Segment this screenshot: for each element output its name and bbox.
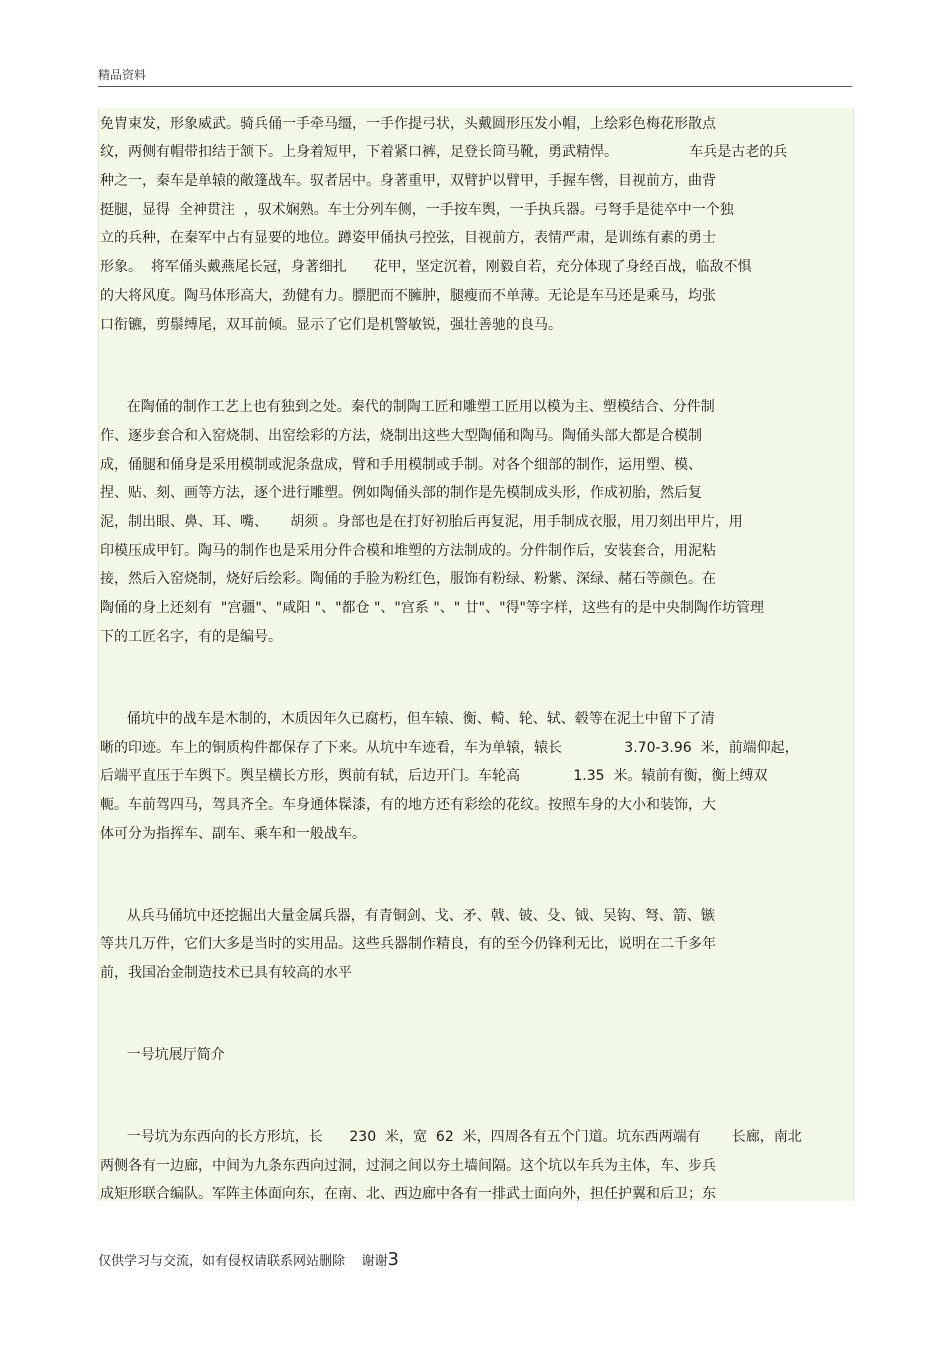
- text-line: 下的工匠名字，有的是编号。: [100, 629, 282, 645]
- text-line: 在陶俑的制作工艺上也有独到之处。秦代的制陶工匠和雕塑工匠用以模为主、塑模结合、分件制: [100, 399, 715, 415]
- text-line: 成矩形联合编队。军阵主体面向东，在南、北、西边廊中各有一排武士面向外，担任护翼和后卫；东: [100, 1186, 716, 1202]
- text-line: 的大将风度。陶马体形高大，劲健有力。膘肥而不臃肿，腿瘦而不单薄。无论是车马还是乘马，均张: [100, 288, 716, 304]
- text-line: 俑坑中的战车是木制的，木质因年久已腐朽，但车辕、衡、輢、轮、轼、毂等在泥土中留下了清: [100, 711, 715, 727]
- text-line: 前，我国冶金制造技术已具有较高的水平: [100, 965, 352, 981]
- text-line: 成，俑腿和俑身是采用模制或泥条盘成，臂和手用模制或手制。对各个细部的制作，运用塑、模、: [100, 457, 702, 473]
- text-line: 泥，制出眼、鼻、耳、嘴、 胡须 。身部也是在打好初胎后再复泥，用手制成衣服，用刀刻出甲片，用: [100, 514, 743, 530]
- text-line: 后端平直压于车舆下。舆呈横长方形，舆前有轼，后边开门。车轮高 1.35 米。辕前有衡，衡上缚双: [100, 768, 768, 784]
- text-line: 立的兵种，在秦军中占有显要的地位。蹲姿甲俑执弓控弦，目视前方，表情严肃，是训练有素的勇士: [100, 230, 716, 246]
- text-line: 軛。车前驾四马，驾具齐全。车身通体髹漆，有的地方还有彩绘的花纹。按照车身的大小和装饰，大: [100, 797, 716, 813]
- text-line: 印模压成甲钉。陶马的制作也是采用分件合模和堆塑的方法制成的。分件制作后，安装套合，用泥粘: [100, 543, 716, 559]
- text-line: 体可分为指挥车、副车、乘车和一般战车。: [100, 826, 366, 842]
- header-label: 精品资料: [98, 68, 147, 82]
- text-line: 从兵马俑坑中还挖掘出大量金属兵器，有青铜剑、戈、矛、戟、铍、殳、钺、吴钩、弩、箭、镞: [100, 908, 715, 924]
- text-line: 陶俑的身上还刻有 "宫疆"、"咸阳 "、"都仓 "、"宫系 "、" 廿"、"得"等字样，这些有的是中央制陶作坊管理: [100, 600, 764, 616]
- text-line: 免胄束发，形象威武。骑兵俑一手牵马缰，一手作提弓状，头戴圆形压发小帽，上绘彩色梅花形散点: [100, 116, 716, 132]
- text-line: 捏、贴、刻、画等方法，逐个进行雕塑。例如陶俑头部的制作是先模制成头形，作成初胎，然后复: [100, 485, 702, 501]
- text-line: 作、逐步套合和入窑烧制、出窑绘彩的方法，烧制出这些大型陶俑和陶马。陶俑头部大都是合模制: [100, 428, 702, 444]
- page-number: 3: [387, 1249, 399, 1270]
- section-heading: 一号坑展厅简介: [100, 1047, 225, 1063]
- text-line: 口衔镳，剪鬃缚尾，双耳前倾。显示了它们是机警敏锐，强壮善驰的良马。: [100, 317, 562, 333]
- header-rule: [98, 86, 852, 87]
- text-line: 纹，两侧有帽带扣结于颔下。上身着短甲，下着紧口裤，足登长筒马靴，勇武精悍。 车兵是古老的兵: [100, 144, 788, 160]
- text-line: 两侧各有一边廊，中间为九条东西向过洞，过洞之间以夯土墙间隔。这个坑以车兵为主体，车、步兵: [100, 1158, 716, 1174]
- text-line: 接，然后入窑烧制，烧好后绘彩。陶俑的手脸为粉红色，服饰有粉绿、粉紫、深绿、赭石等颜色。在: [100, 571, 716, 587]
- text-line: 一号坑为东西向的长方形坑，长 230 米，宽 62 米，四周各有五个门道。坑东西两端有 长廊，南北: [100, 1129, 802, 1145]
- text-line: 等共几万件，它们大多是当时的实用品。这些兵器制作精良，有的至今仍锋利无比，说明在二千多年: [100, 936, 716, 952]
- footer: [98, 1249, 399, 1270]
- text-line: 种之一，秦车是单辕的敞篷战车。驭者居中。身著重甲，双臂护以臂甲，手握车辔，目视前方，曲背: [100, 173, 716, 189]
- footer-note: 仅供学习与交流，如有侵权请联系网站删除 谢谢: [98, 1254, 388, 1269]
- text-line: 形象。 将军俑头戴燕尾长冠，身著细扎 花甲，坚定沉着，刚毅自若，充分体现了身经百战，临敌不惧: [100, 259, 752, 275]
- text-line: 晰的印迹。车上的铜质构件都保存了下来。从坑中车迹看，车为单辕，辕长 3.70-3.96 米，前端仰起，: [100, 740, 799, 756]
- text-line: 挺腿，显得 全神贯注 ，驭术娴熟。车士分列车侧，一手按车舆，一手执兵器。弓弩手是徒卒中一个独: [100, 202, 734, 218]
